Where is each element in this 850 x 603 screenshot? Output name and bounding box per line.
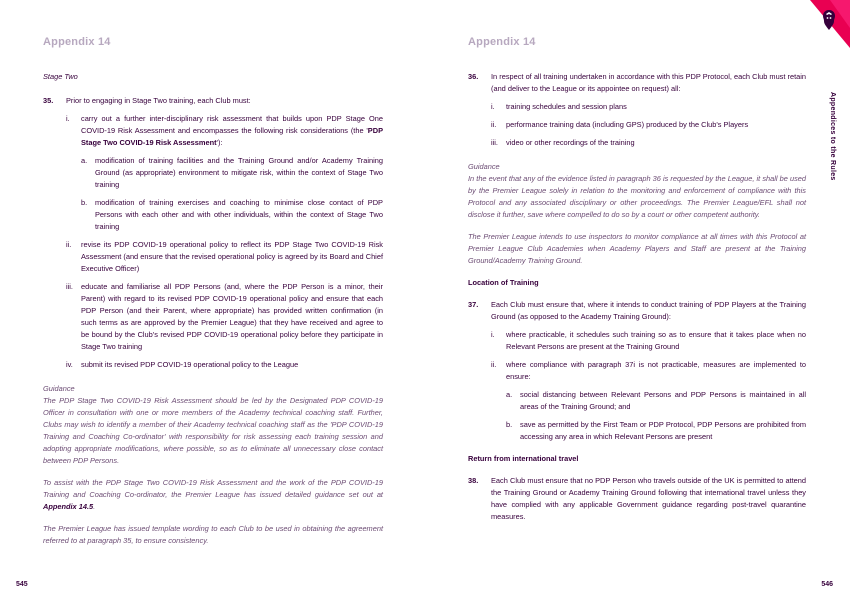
item-number: i. xyxy=(491,330,495,339)
paragraph-number: 37. xyxy=(468,300,479,309)
item-text: where practicable, it schedules such training so as to ensure that it takes place when no Relevant Persons are present at the Training Ground xyxy=(506,330,806,351)
guidance-text: In the event that any of the evidence listed in paragraph 36 is requested by the League, it shall be used by the Premier League solely in relation to the monitoring and enforcement of compliance with this Protocol and any associated disciplinary or other proceedings. The Premier League/EFL shall not disclose it further, save where compelled to do so by a court or other competent authority. xyxy=(468,174,806,219)
item-number: iv. xyxy=(66,360,73,369)
paragraph-number: 38. xyxy=(468,476,479,485)
list-item xyxy=(66,359,383,371)
subitem-text: social distancing between Relevant Persons and PDP Persons is maintained in all areas of the Training Ground; and xyxy=(520,390,806,411)
section-heading-location: Location of Training xyxy=(468,278,539,287)
item-number: iii. xyxy=(491,138,498,147)
subitem-number: b. xyxy=(506,420,513,429)
list-item xyxy=(491,359,806,443)
list-item xyxy=(491,329,806,353)
subitem-text: save as permitted by the First Team or PDP Protocol, PDP Persons are prohibited from accessing any area in which Relevant Persons are present xyxy=(520,420,806,441)
appendix-link[interactable]: Appendix 14.5 xyxy=(43,502,94,511)
item-number: i. xyxy=(491,102,495,111)
section-heading-international-travel: Return from international travel xyxy=(468,454,579,463)
guidance-text: The Premier League intends to use inspectors to monitor compliance at all times with this Protocol at Premier League Club Academies when Academy Players and Staff are present at the Training Ground/Academy Training Ground. xyxy=(468,232,806,265)
paragraph-text: Prior to engaging in Stage Two training, each Club must: xyxy=(66,96,251,105)
right-content xyxy=(468,71,806,529)
item-text-part: '): xyxy=(216,138,223,147)
item-text: training schedules and session plans xyxy=(506,102,627,111)
guidance-label: Guidance xyxy=(468,162,500,171)
defined-term: PDP Stage Two COVID-19 Risk Assessment xyxy=(81,126,383,147)
item-number: ii. xyxy=(66,240,72,249)
paragraph-number: 35. xyxy=(43,96,54,105)
item-text: video or other recordings of the training xyxy=(506,138,635,147)
guidance-text-part: . xyxy=(93,502,96,511)
list-item xyxy=(66,281,383,353)
list-subitem xyxy=(81,155,383,191)
guidance-text: The PDP Stage Two COVID-19 Risk Assessment should be led by the Designated PDP COVID-19 Officer in consultation with one or more members of the Academy technical coaching staff. Further, Clubs may wish to identify a member of their Academy technical coaching staff as the 'PDP COVID-19 Training and Coaching Co-ordinator' with responsibility for risk assessing each training session and adopting appropriate modifications, where possible, so as to eliminate all unnecessary close contact between PDP Persons. xyxy=(43,396,383,465)
item-text xyxy=(506,359,806,443)
paragraph-text-part: In respect of all training undertaken in accordance with this PDP Protocol, each Club must retain (and deliver to the League or its appointee on request) all: xyxy=(491,72,806,93)
premier-league-lion-icon xyxy=(820,9,838,31)
right-page xyxy=(425,0,850,603)
subitem-number: a. xyxy=(81,156,88,165)
paragraph-text-part: Each Club must ensure that, where it intends to conduct training of PDP Players at the Training Ground (as opposed to the Academy Training Ground): xyxy=(491,300,806,321)
list-subitem xyxy=(506,389,806,413)
list-subitem xyxy=(81,197,383,233)
item-number: iii. xyxy=(66,282,73,291)
list-item xyxy=(491,119,806,131)
item-number: i. xyxy=(66,114,70,123)
subitem-number: a. xyxy=(506,390,513,399)
paragraph-text: Each Club must ensure that no PDP Person who travels outside of the UK is permitted to attend the Training Ground or Academy Training Ground following that international travel unless they have complied with any applicable Government guidance regarding post-travel quarantine measures. xyxy=(491,476,806,521)
item-text: submit its revised PDP COVID-19 operational policy to the League xyxy=(81,360,299,369)
paragraph-number: 36. xyxy=(468,72,479,81)
page-number-left: 545 xyxy=(16,581,28,588)
guidance-text xyxy=(43,477,383,513)
list-subitem xyxy=(506,419,806,443)
item-text: performance training data (including GPS) produced by the Club's Players xyxy=(506,120,749,129)
list-item xyxy=(66,113,383,233)
guidance-text-part: To assist with the PDP Stage Two COVID-19 Risk Assessment and the work of the PDP COVID-19 Training and Coaching Co-ordinator, the Premier League has issued detailed guidance set out at xyxy=(43,478,383,499)
stage-heading: Stage Two xyxy=(43,72,78,81)
item-text-part: carry out a further inter-disciplinary risk assessment that builds upon PDP Stage One COVID-19 Risk Assessment and encompasses the following risk considerations (the ' xyxy=(81,114,383,135)
paragraph-text xyxy=(491,71,806,149)
list-item xyxy=(491,137,806,149)
paragraph-37 xyxy=(468,299,806,443)
guidance-text: The Premier League has issued template wording to each Club to be used in obtaining the agreement referred to at paragraph 35, to ensure consistency. xyxy=(43,524,383,545)
appendix-title-left: Appendix 14 xyxy=(43,36,111,48)
item-text xyxy=(81,113,383,233)
item-text: revise its PDP COVID-19 operational policy to reflect its PDP Stage Two COVID-19 Risk Assessment (and ensure that the revised operational policy is agreed by its Board and Chief Executive Officer) xyxy=(81,240,383,273)
subitem-text: modification of training exercises and coaching to minimise close contact of PDP Persons with each other and with other individuals, within the context of Stage Two training xyxy=(95,198,383,231)
paragraph-text xyxy=(491,299,806,443)
left-content xyxy=(43,71,383,557)
paragraph-38 xyxy=(468,475,806,523)
paragraph-35-items xyxy=(66,113,383,371)
list-item xyxy=(66,239,383,275)
subitem-text: modification of training facilities and the Training Ground and/or Academy Training Ground (as appropriate) environment to mitigate risk, within the context of Stage Two training xyxy=(95,156,383,189)
item-number: ii. xyxy=(491,360,497,369)
guidance-label: Guidance xyxy=(43,384,75,393)
subitem-number: b. xyxy=(81,198,88,207)
paragraph-36 xyxy=(468,71,806,149)
list-item xyxy=(491,101,806,113)
page-number-right: 546 xyxy=(821,581,833,588)
paragraph-35 xyxy=(43,95,383,107)
appendix-title-right: Appendix 14 xyxy=(468,36,536,48)
item-number: ii. xyxy=(491,120,497,129)
side-tab: Appendices to the Rules xyxy=(829,92,836,181)
item-text-part: where compliance with paragraph 37i is not practicable, measures are implemented to ensure: xyxy=(506,360,806,381)
item-text: educate and familiarise all PDP Persons (and, where the PDP Person is a minor, their Parent) with regard to its revised PDP COVID-19 operational policy and ensure that each PDP Person (and their Parent, where appropriate) has provided written confirmation (in such terms as are approved by the Premier League) that they have received and agree to be bound by the Club's revised PDP COVID-19 operational policy before they participate in Stage Two training xyxy=(81,282,383,351)
